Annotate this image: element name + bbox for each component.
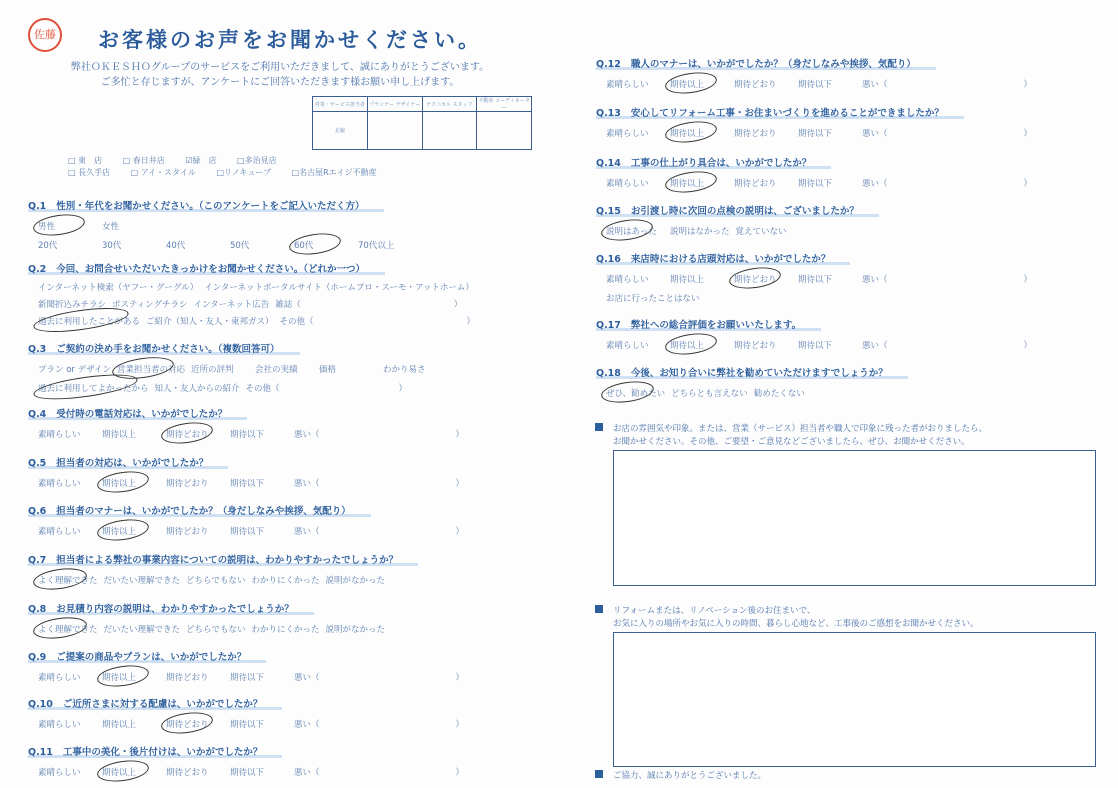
answer-option[interactable]: 素晴らしい [606, 129, 649, 139]
question-text: 工事の仕上がり具合は、いかがでしたか？ [630, 158, 812, 169]
question-number: Q.17 [596, 320, 621, 331]
question-q10 [28, 692, 470, 730]
answer-option-selected[interactable]: 期待以上 [670, 339, 728, 351]
comment-prompt-1: お店の雰囲気や印象。または、営業（サービス）担当者や職人で印象に残った者がおりましたら、 お聞かせください。その他、ご要望・ご意見などございましたら、ぜひ、お聞かせください。 [595, 423, 987, 449]
answer-option[interactable]: どちらでもない [186, 625, 246, 635]
comment-box-1[interactable] [613, 450, 1096, 586]
question-title [28, 552, 418, 566]
store-checkbox[interactable]: ☑緑 店 [185, 156, 217, 165]
option-row [38, 574, 418, 586]
answer-option[interactable]: 悪い（ ） [862, 341, 1033, 351]
answer-option-selected[interactable]: 期待以上 [670, 127, 728, 139]
answer-option[interactable]: ご紹介（知人・友人・東邦ガス） [146, 317, 274, 327]
answer-option[interactable]: 50代 [230, 241, 250, 251]
answer-option[interactable]: 素晴らしい [38, 673, 81, 683]
answer-option[interactable]: 期待どおり [166, 768, 209, 778]
store-checkbox[interactable]: □ 長久手店 [68, 168, 111, 177]
answer-option[interactable]: 期待以下 [230, 768, 265, 778]
store-checkbox[interactable]: □ 春日井店 [122, 156, 165, 165]
answer-option-selected[interactable]: 期待どおり [166, 718, 224, 730]
answer-option[interactable]: インターネット検索（ヤフー・グーグル） [38, 283, 199, 293]
page-title: お客様のお声をお聞かせください。 [98, 28, 482, 52]
answer-option[interactable]: 期待以下 [230, 527, 265, 537]
question-text: ご契約の決め手をお聞かせください。（複数回答可） [56, 344, 280, 355]
question-title [596, 317, 821, 331]
answer-option-selected[interactable]: 過去に利用したことがある [38, 317, 141, 327]
question-q6 [28, 499, 470, 537]
answer-option[interactable]: 悪い（ ） [862, 129, 1033, 139]
question-q5 [28, 451, 470, 489]
answer-option[interactable]: インターネット広告 [193, 300, 270, 310]
answer-option-selected[interactable]: 期待どおり [734, 273, 792, 285]
answer-option[interactable]: 期待どおり [734, 80, 777, 90]
question-q17 [596, 313, 1038, 351]
answer-option[interactable]: 期待どおり [734, 129, 777, 139]
answer-option[interactable]: 20代 [38, 241, 58, 251]
question-text: 弊社への総合評価をお願いいたします。 [630, 320, 802, 331]
question-q1 [28, 194, 422, 251]
option-row [38, 281, 481, 293]
store-row-1 [68, 155, 295, 166]
option-row [606, 292, 1038, 304]
answer-option-selected[interactable]: 期待以上 [102, 525, 160, 537]
option-row [38, 382, 447, 394]
answer-option[interactable]: その他（ ） [245, 384, 408, 394]
answer-option[interactable]: わかり易さ [383, 365, 426, 375]
staff-sales-field[interactable]: 北脇 [313, 112, 368, 150]
answer-option[interactable]: 女性 [102, 222, 120, 232]
answer-option[interactable]: その他（ ） [279, 317, 476, 327]
question-q15 [596, 199, 879, 237]
question-text: お引渡し時に次回の点検の説明は、ございましたか？ [630, 206, 859, 217]
answer-option[interactable]: だいたい理解できた [103, 625, 181, 635]
answer-option[interactable]: 期待以下 [798, 341, 833, 351]
bullet-square-icon [595, 605, 603, 613]
answer-option[interactable]: 期待以下 [230, 720, 265, 730]
answer-option-selected[interactable]: 60代 [294, 239, 352, 251]
option-row [606, 273, 1038, 285]
answer-option[interactable]: 期待以下 [230, 479, 265, 489]
question-number: Q.14 [596, 158, 621, 169]
answer-option[interactable]: プラン or デザイン [38, 365, 112, 375]
option-row [38, 428, 470, 440]
question-text: 工事中の美化・後片付けは、いかがでしたか？ [62, 747, 263, 758]
question-q9 [28, 645, 470, 683]
answer-option[interactable]: 40代 [166, 241, 186, 251]
intro-line-2: ご多忙と存じますが、アンケートにご回答いただきます様お願い申し上げます。 [100, 77, 460, 88]
question-title [28, 341, 300, 355]
intro-line-1: 弊社ＯＫＥＳＨＯグループのサービスをご利用いただきまして、誠にありがとうございます。 [70, 62, 490, 73]
question-q7 [28, 548, 418, 586]
answer-option[interactable]: 期待以下 [798, 129, 833, 139]
answer-option[interactable]: 素晴らしい [38, 527, 81, 537]
answer-option[interactable]: わかりにくかった [251, 625, 320, 635]
question-title [596, 365, 908, 379]
question-text: 職人のマナーは、いかがでしたか？（身だしなみや挨拶、気配り） [630, 59, 916, 70]
option-row [38, 477, 470, 489]
question-number: Q.16 [596, 254, 621, 265]
question-number: Q.1 [28, 201, 47, 212]
question-text: 安心してリフォーム工事・お住まいづくりを進めることができましたか？ [630, 108, 944, 119]
question-title [28, 455, 228, 469]
question-title [596, 155, 831, 169]
question-number: Q.10 [28, 699, 53, 710]
answer-option[interactable]: 素晴らしい [38, 720, 81, 730]
answer-option[interactable]: 勧めたくない [753, 389, 805, 399]
answer-option[interactable]: 悪い（ ） [862, 80, 1033, 90]
answer-option[interactable]: 覚えていない [735, 227, 787, 237]
answer-option[interactable]: 説明がなかった [325, 576, 385, 586]
bullet-square-icon [595, 423, 603, 431]
question-q8 [28, 597, 391, 635]
answer-option[interactable]: 知人・友人からの紹介 [154, 384, 240, 394]
question-text: 担当者による弊社の事業内容についての説明は、わかりやすかったでしょうか？ [56, 555, 399, 566]
staff-header: 不動産 コーディネーター [478, 98, 530, 111]
answer-option[interactable]: 期待以下 [230, 430, 265, 440]
question-title [28, 198, 384, 212]
answer-option[interactable]: 悪い（ ） [294, 527, 465, 537]
option-row [606, 339, 1038, 351]
answer-option[interactable]: 期待以下 [798, 179, 833, 189]
question-number: Q.7 [28, 555, 47, 566]
question-number: Q.3 [28, 344, 47, 355]
staff-realestate-field[interactable] [477, 112, 532, 150]
answer-option[interactable]: 期待以下 [798, 275, 833, 285]
answer-option[interactable]: 期待どおり [734, 179, 777, 189]
question-number: Q.9 [28, 652, 47, 663]
answer-option[interactable]: 期待どおり [166, 479, 209, 489]
answer-option-selected[interactable]: 過去に利用してよかったから [38, 384, 149, 394]
question-title [596, 251, 850, 265]
answer-option[interactable]: 素晴らしい [38, 768, 81, 778]
question-text: ご近所さまに対する配慮は、いかがでしたか？ [62, 699, 263, 710]
answer-option[interactable]: 説明がなかった [325, 625, 385, 635]
question-q13 [596, 101, 1038, 139]
question-q11 [28, 740, 470, 778]
question-number: Q.2 [28, 264, 47, 275]
answer-option-selected[interactable]: 男性 [38, 220, 96, 232]
answer-option[interactable]: だいたい理解できた [103, 576, 181, 586]
answer-option[interactable]: 説明はなかった [670, 227, 730, 237]
answer-option[interactable]: 新聞折込みチラシ [38, 300, 107, 310]
answer-option[interactable]: 素晴らしい [38, 479, 81, 489]
option-row [38, 671, 470, 683]
option-row [606, 177, 1038, 189]
question-text: 来店時における店頭対応は、いかがでしたか？ [630, 254, 831, 265]
option-row [606, 387, 908, 399]
answer-option-selected[interactable]: 期待以上 [670, 177, 728, 189]
question-title [28, 649, 266, 663]
question-text: お見積り内容の説明は、わかりやすかったでしょうか？ [56, 604, 294, 615]
answer-option-selected[interactable]: 期待以上 [102, 671, 160, 683]
question-q18 [596, 361, 908, 399]
store-checkbox[interactable]: □ 東 店 [68, 156, 103, 165]
staff-header: テクニカル スタッフ [422, 97, 477, 112]
answer-option[interactable]: 悪い（ ） [862, 275, 1033, 285]
answer-option[interactable]: 期待以下 [798, 80, 833, 90]
answer-option[interactable]: 70代以上 [358, 241, 395, 251]
staff-table [312, 96, 532, 150]
answer-option-selected[interactable]: 期待どおり [166, 428, 224, 440]
question-number: Q.13 [596, 108, 621, 119]
comment-prompt-2: リフォームまたは、リノベーション後のお住まいで、 お気に入りの場所やお気に入りの時間、暮らし心地など、工事後のご感想をお聞かせください。 [595, 605, 979, 631]
question-text: 担当者の対応は、いかがでしたか？ [56, 458, 209, 469]
staff-header: プランナー デザイナー [367, 97, 422, 112]
question-text: ご提案の商品やプランは、いかがでしたか？ [56, 652, 247, 663]
answer-option[interactable]: 期待どおり [166, 673, 209, 683]
question-title [28, 744, 282, 758]
bullet-square-icon [595, 770, 603, 778]
answer-option[interactable]: どちらとも言えない [671, 389, 748, 399]
question-number: Q.15 [596, 206, 621, 217]
answer-option-selected[interactable]: 期待以上 [670, 78, 728, 90]
question-number: Q.18 [596, 368, 621, 379]
question-title [28, 261, 385, 275]
option-row [38, 239, 422, 251]
option-row [606, 78, 1038, 90]
store-checkbox[interactable]: □多治見店 [237, 156, 277, 165]
store-checkbox[interactable]: □名古屋Rエイジ不動産 [291, 168, 377, 177]
answer-option[interactable]: お店に行ったことはない [606, 294, 700, 304]
question-number: Q.11 [28, 747, 53, 758]
question-text: 担当者のマナーは、いかがでしたか？（身だしなみや挨拶、気配り） [56, 506, 351, 517]
answer-option[interactable]: 素晴らしい [606, 341, 649, 351]
store-checkbox[interactable]: □リノキューブ [216, 168, 271, 177]
option-row [38, 363, 447, 375]
option-row [606, 127, 1038, 139]
answer-option[interactable]: 近所の評判 [191, 365, 234, 375]
answer-option[interactable]: 悪い（ ） [294, 720, 465, 730]
question-title [28, 406, 247, 420]
answer-option[interactable]: 素晴らしい [38, 430, 81, 440]
question-number: Q.8 [28, 604, 47, 615]
answer-option[interactable]: 価格 [319, 365, 337, 375]
option-row [38, 315, 481, 327]
answer-option[interactable]: 雑誌（ ） [275, 300, 463, 310]
answer-option[interactable]: 悪い（ ） [862, 179, 1033, 189]
answer-option-selected[interactable]: ぜひ、勧めたい [606, 389, 666, 399]
answer-option[interactable]: 悪い（ ） [294, 479, 465, 489]
question-title [28, 601, 314, 615]
answer-option[interactable]: 30代 [102, 241, 122, 251]
seal-stamp: 佐藤 [28, 18, 62, 52]
option-row [38, 220, 422, 232]
question-q4 [28, 402, 470, 440]
question-q2 [28, 257, 481, 327]
question-text: 今後、お知り合いに弊社を勧めていただけますでしょうか？ [630, 368, 888, 379]
answer-option[interactable]: 素晴らしい [606, 179, 649, 189]
answer-option[interactable]: 期待以上 [102, 430, 137, 440]
answer-option[interactable]: 期待以下 [230, 673, 265, 683]
answer-option[interactable]: 素晴らしい [606, 275, 649, 285]
answer-option-selected[interactable]: 説明はあった [606, 225, 664, 237]
option-row [606, 225, 879, 237]
store-row-2 [68, 167, 395, 178]
comment-box-2[interactable] [613, 632, 1096, 767]
answer-option[interactable]: インターネットポータルサイト（ホームプロ・スーモ・アットホーム） [204, 283, 474, 293]
staff-planner-field[interactable] [367, 112, 422, 150]
question-text: 今回、お問合せいただいたきっかけをお聞かせください。（どれか一つ） [56, 264, 366, 275]
option-row [38, 525, 470, 537]
question-title [596, 105, 964, 119]
question-q12 [596, 52, 1038, 90]
answer-option-selected[interactable]: 期待以上 [102, 766, 160, 778]
answer-option[interactable]: ポスティングチラシ [112, 300, 188, 310]
question-title [28, 503, 371, 517]
answer-option[interactable]: 悪い（ ） [294, 673, 465, 683]
answer-option[interactable]: 素晴らしい [606, 80, 649, 90]
option-row [38, 718, 470, 730]
question-title [596, 203, 879, 217]
answer-option-selected[interactable]: 期待以上 [102, 477, 160, 489]
option-row [38, 766, 470, 778]
question-q14 [596, 151, 1038, 189]
answer-option-selected[interactable]: よく理解できた [38, 625, 98, 635]
store-checkbox[interactable]: □ アイ・スタイル [130, 168, 196, 177]
staff-technical-field[interactable] [422, 112, 477, 150]
answer-option-selected[interactable]: 営業担当者の対応 [117, 365, 186, 375]
question-number: Q.6 [28, 506, 47, 517]
staff-header: 営業・サービス担当者 [313, 97, 368, 112]
answer-option[interactable]: 期待以上 [670, 275, 705, 285]
answer-option[interactable]: わかりにくかった [251, 576, 320, 586]
question-number: Q.5 [28, 458, 47, 469]
question-number: Q.4 [28, 409, 47, 420]
option-row [38, 623, 391, 635]
question-text: 受付時の電話対応は、いかがでしたか？ [56, 409, 228, 420]
answer-option[interactable]: 悪い（ ） [294, 430, 465, 440]
answer-option[interactable]: 期待以上 [102, 720, 137, 730]
question-q3 [28, 337, 447, 394]
closing-message: ご協力、誠にありがとうございました。 [595, 770, 766, 783]
question-q16 [596, 247, 1038, 304]
answer-option[interactable]: 期待どおり [166, 527, 209, 537]
question-title [596, 56, 936, 70]
answer-option-selected[interactable]: よく理解できた [38, 576, 98, 586]
answer-option[interactable]: 期待どおり [734, 341, 777, 351]
question-title [28, 696, 282, 710]
answer-option[interactable]: 会社の実績 [255, 365, 298, 375]
answer-option[interactable]: どちらでもない [186, 576, 246, 586]
question-number: Q.12 [596, 59, 621, 70]
answer-option[interactable]: 悪い（ ） [294, 768, 465, 778]
question-text: 性別・年代をお聞かせください。（このアンケートをご記入いただく方） [56, 201, 365, 212]
